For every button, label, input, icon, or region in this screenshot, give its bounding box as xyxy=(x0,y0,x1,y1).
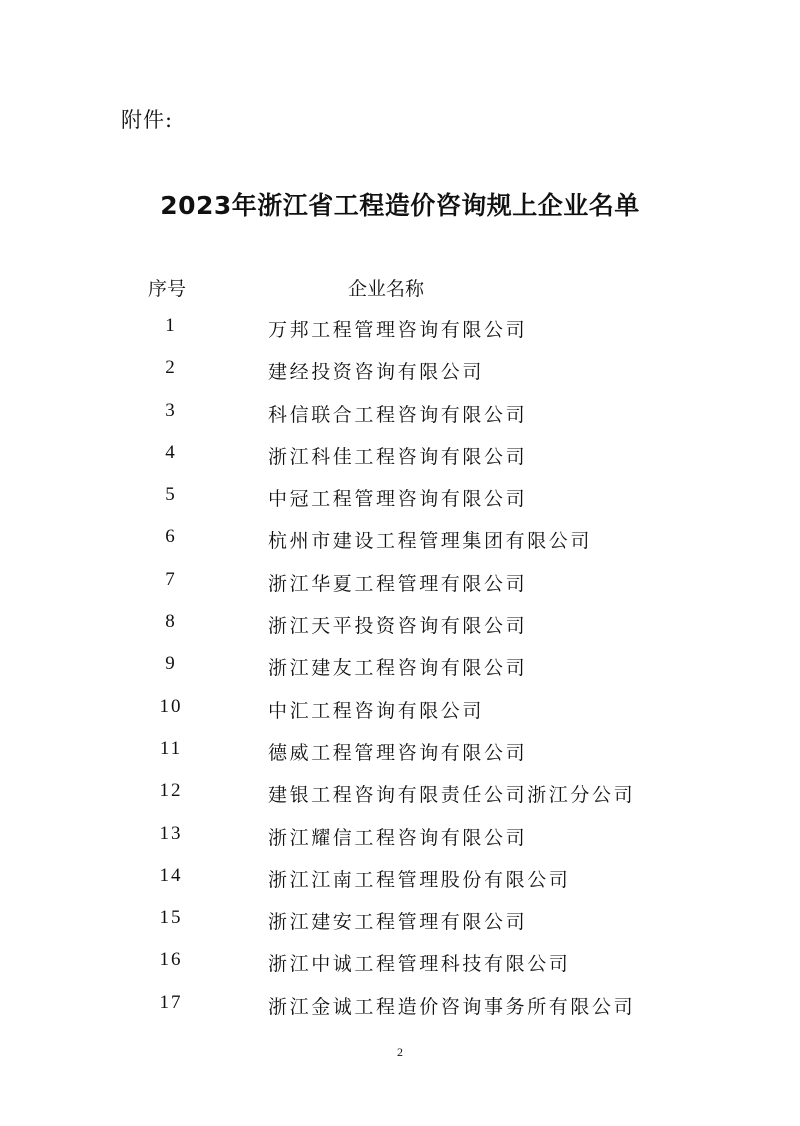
company-name: 浙江金诚工程造价咨询事务所有限公司 xyxy=(268,995,636,1018)
table-row xyxy=(0,653,800,695)
table-row xyxy=(0,738,800,780)
table-row xyxy=(0,696,800,738)
row-number: 15 xyxy=(159,907,183,929)
company-name: 建银工程咨询有限责任公司浙江分公司 xyxy=(268,784,636,807)
company-name: 建经投资咨询有限公司 xyxy=(268,361,485,384)
table-row xyxy=(0,865,800,907)
table-row xyxy=(0,315,800,357)
company-name: 中冠工程管理咨询有限公司 xyxy=(268,488,528,511)
table-row xyxy=(0,992,800,1034)
company-name: 浙江天平投资咨询有限公司 xyxy=(268,615,528,638)
table-row xyxy=(0,780,800,822)
table-row xyxy=(0,484,800,526)
table-row xyxy=(0,526,800,568)
table-row xyxy=(0,357,800,399)
company-name: 浙江建友工程咨询有限公司 xyxy=(268,657,528,680)
table-row xyxy=(0,907,800,949)
table-row xyxy=(0,823,800,865)
header-company-name: 企业名称 xyxy=(348,278,425,300)
company-name: 科信联合工程咨询有限公司 xyxy=(268,403,528,426)
row-number: 16 xyxy=(159,949,183,971)
row-number: 14 xyxy=(159,864,183,886)
company-list xyxy=(0,315,800,1034)
company-name: 浙江江南工程管理股份有限公司 xyxy=(268,868,571,891)
table-row xyxy=(0,569,800,611)
table-row xyxy=(0,611,800,653)
company-name: 中汇工程咨询有限公司 xyxy=(268,699,485,722)
row-number: 7 xyxy=(165,568,177,590)
row-number: 10 xyxy=(159,695,183,717)
company-name: 万邦工程管理咨询有限公司 xyxy=(268,319,528,341)
row-number: 12 xyxy=(159,780,183,802)
table-header xyxy=(0,274,800,304)
row-number: 3 xyxy=(165,399,177,421)
row-number: 4 xyxy=(165,441,177,463)
company-name: 浙江华夏工程管理有限公司 xyxy=(268,572,528,595)
row-number: 17 xyxy=(159,991,183,1013)
table-row xyxy=(0,400,800,442)
row-number: 1 xyxy=(165,315,177,336)
row-number: 9 xyxy=(165,653,177,675)
company-name: 浙江中诚工程管理科技有限公司 xyxy=(268,953,571,976)
row-number: 13 xyxy=(159,822,183,844)
page-number: 2 xyxy=(397,1045,403,1059)
company-name: 杭州市建设工程管理集团有限公司 xyxy=(268,530,593,553)
row-number: 5 xyxy=(165,484,177,506)
company-name: 浙江建安工程管理有限公司 xyxy=(268,911,528,934)
attachment-label: 附件: xyxy=(121,108,174,132)
page-title: 2023年浙江省工程造价咨询规上企业名单 xyxy=(160,191,640,220)
table-row xyxy=(0,442,800,484)
company-name: 浙江科佳工程咨询有限公司 xyxy=(268,445,528,468)
row-number: 6 xyxy=(165,526,177,548)
row-number: 2 xyxy=(165,357,177,379)
row-number: 8 xyxy=(165,611,177,633)
header-seq: 序号 xyxy=(148,278,187,300)
company-name: 德威工程管理咨询有限公司 xyxy=(268,741,528,764)
row-number: 11 xyxy=(159,737,183,759)
table-row xyxy=(0,949,800,991)
company-name: 浙江耀信工程咨询有限公司 xyxy=(268,826,528,849)
